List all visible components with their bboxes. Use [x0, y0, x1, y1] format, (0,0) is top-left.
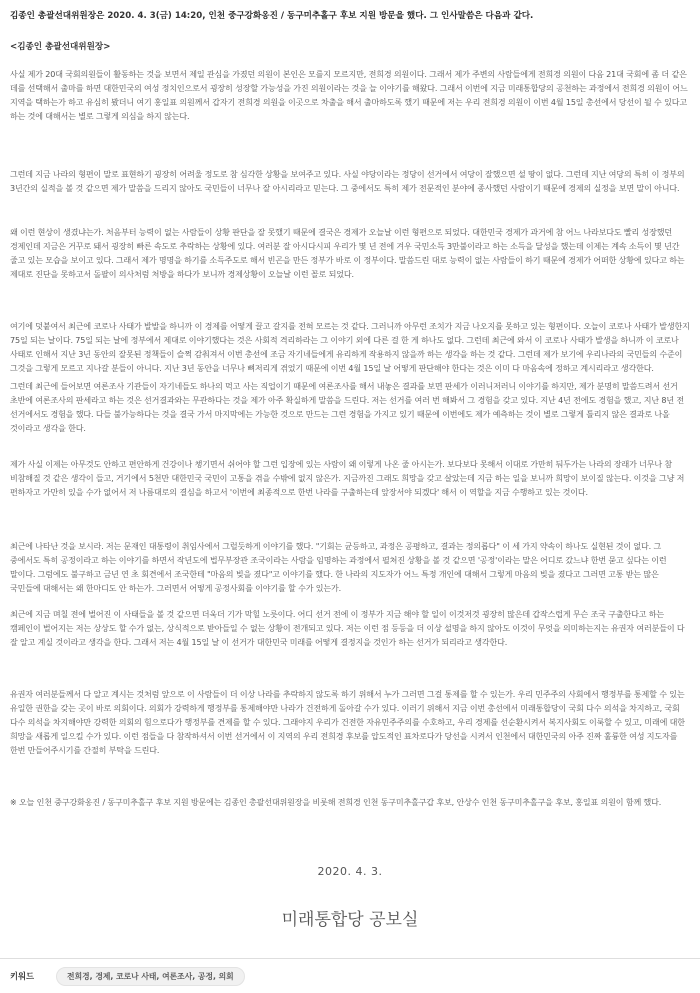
speech-paragraph: 사실 제가 20대 국회의원들이 활동하는 것을 보면서 제일 관심을 가졌던 의원이 본인은 모를지 모르지만, 전희경 의원이다. 그래서 제가 주변의 사람들에게 전희경 의원이 다음 21대 국회에 좀 더 같은 데를 선택해서 출마를 하면 대한민국의 여성 정치인으로서 굉장히 성장할 가능성을 가진 의원이라는 것을 늘 이야기를 해왔다. 그래서 이번에 지금 미래통합당의 공천하는 과정에서 전희경 의원이 어느 지역을 택하는가 하고 유심히 봤더니 여기 홍일표 의원께서 갑자기 전희경 의원을 이곳으로 차출을 해서 출마하도록 했기 때문에 저는 우리 전희경 의원이 이번 4월 15일 총선에서 당선이 될 수 있다고 하는 것에 대해서는 별로 그렇게 의심을 하지 않는다. — [10, 70, 688, 121]
lead-sentence — [10, 10, 690, 22]
issuer-signature: 미래통합당 공보실 — [281, 910, 419, 930]
speaker-heading: <김종인 총괄선대위원장> — [10, 42, 111, 52]
keywords-label: 키워드 — [10, 971, 35, 981]
keywords-tag-pill[interactable]: 전희경, 경제, 코로나 사태, 여론조사, 공정, 의회 — [56, 967, 245, 986]
speech-paragraph: 왜 이런 현상이 생겼냐는가. 처음부터 능력이 없는 사람들이 상황 판단을 잘 못했기 때문에 결국은 경제가 오늘날 이런 형편으로 되었다. 대한민국 경제가 과거에 참 어느 나라보다도 빨리 성장했던 경제인데 지금은 거꾸로 돼서 굉장히 빠른 속도로 추락하는 상황에 있다. 여러분 잘 아시다시피 우리가 몇 년 전에 겨우 국민소득 3만불이라고 하는 소득을 달성을 했는데 이제는 계속 소득이 몇 년간 줄고 있는 모습을 보이고 있다. 그래서 제가 명명을 하기를 소득주도로 해서 빈곤을 만든 정부가 바로 이 정부이다. 말씀드린 대로 능력이 없는 사람들이 하기 때문에 경제가 어떠한 상황에 있다고 하는 제대로 진단을 못하고서 돌팔이 의사처럼 처방을 하다가 보니까 경제상황이 오늘날 이런 꼴로 되었다. — [10, 228, 685, 279]
attendance-note: ※ 오늘 인천 중구강화옹진 / 동구미추홀구 후보 지원 방문에는 김종인 총괄선대위원장을 비롯해 전희경 인천 동구미추홀구갑 후보, 안상수 인천 동구미추홀구을 후보, 홍일표 의원이 함께 했다. — [10, 798, 662, 807]
footer-divider — [0, 958, 700, 959]
speech-paragraph: 여기에 덧붙여서 최근에 코로나 사태가 발발을 하니까 이 경제를 어떻게 끌고 갈지를 전혀 모르는 것 같다. 그러니까 아무런 조치가 지금 나오지를 못하고 있는 형편이다. 오늘이 코로나 사태가 발생한지 75일 되는 날이다. 75일 되는 날에 정부에서 제대로 이야기했다는 것은 사회적 격리하라는 그 이야기 외에 다른 걸 한 게 하나도 없다. 그런데 최근에 와서 이 코로나 사태가 발생을 하니까 이 코로나 사태로 인해서 지난 3년 동안의 잘못된 정책들이 슬쩍 감춰져서 이번 총선에 조금 자기네들에게 유리하게 작용하지 않을까 하는 생각을 하는 것 같다. 그런데 제가 보기에 우리나라의 국민들의 수준이 그것을 그렇게 모르고 지나갈 분들이 아니다. 지난 3년 동안을 너무나 뼈저리게 겪었기 때문에 이번 4월 15일 날 어떻게 판단해야 한다는 것은 이미 다 마음속에 정하고 계시리라고 생각한다. — [10, 322, 690, 373]
lead-datetime: 2020. 4. 3(금) 14:20, — [107, 11, 206, 21]
speech-paragraph: 최근에 지금 며칠 전에 벌어진 이 사태들을 볼 것 같으면 더욱더 기가 막힐 노릇이다. 어디 선거 전에 이 정부가 지금 해야 할 일이 이것저것 굉장히 많은데 갑작스럽게 무슨 조국 구출한다고 하는 캠페인이 벌어지는 저는 상상도 할 수가 없는, 상식적으로 받아들일 수 없는 상황이 전개되고 있다. 저는 이런 점 등등을 더 이상 설명을 하지 않아도 이것이 무엇을 의미하는지는 유권자 여러분들이 다 잘 알고 계실 것이라고 생각을 한다. 그래서 저는 4월 15일 날 이 선거가 대한민국 미래를 어떻게 결정지을 것인가 하는 선거가 되리라고 생각한다. — [10, 610, 685, 647]
lead-rest: 인천 중구강화옹진 / 동구미추홀구 후보 지원 방문을 했다. 그 인사말씀은 다음과 같다. — [208, 11, 534, 21]
release-date: 2020. 4. 3. — [317, 865, 383, 878]
speech-paragraph: 유권자 여러분들께서 다 알고 계시는 것처럼 앞으로 이 사람들이 더 이상 나라를 추락하지 않도록 하기 위해서 누가 그러면 그걸 통제를 할 수 있는가. 우리 민주주의 사회에서 행정부를 통제할 수 있는 유일한 권한을 갖는 곳이 바로 의회이다. 의회가 강력하게 행정부를 통제해야만 나라가 건전하게 돌아갈 수가 있다. 이러기 위해서 지금 이번 총선에서 미래통합당이 국회 다수 의석을 차지하고, 국회 다수 의석을 차지해야만 강력한 의회의 힘으로다가 행정부를 견제를 할 수 있다. 그래야지 우리가 건전한 자유민주주의를 수호하고, 우리 경제를 선순환시켜서 복지사회도 이룩할 수 있고, 미래에 대한 희망을 새롭게 일으킬 수가 있다. 이런 점들을 다 참작하셔서 이번 선거에서 이 지역의 우리 전희경 후보를 압도적인 표차로다가 당선을 시켜서 인천에서 대한민국의 아주 진짜 훌륭한 여성 지도자를 한번 만들어주시기를 간절히 부탁을 드린다. — [10, 690, 685, 755]
lead-speaker: 김종인 총괄선대위원장은 — [10, 11, 105, 21]
speech-paragraph: 제가 사실 이제는 아무것도 안하고 편안하게 건강이나 챙기면서 쉬어야 할 그런 입장에 있는 사람이 왜 이렇게 나온 줄 아시는가. 보다보다 못해서 이대로 가만히 둬두가는 나라의 장래가 너무나 참 비참해질 것 같은 생각이 들고, 거기에서 5천만 대한민국 국민이 고통을 겪을 수밖에 없지 않은가. 지금까진 그래도 희망을 갖고 살았는데 지금 하는 일을 보니까 희망이 보이질 않는다. 이것을 그냥 저 편하자고 가만히 있을 수가 없어서 저 나름대로의 결심을 하고서 '이번에 최종적으로 한번 나라를 구출하는데 앞장서야 되겠다' 해서 이 역할을 지금 수행하고 있는 것이다. — [10, 460, 685, 497]
speech-paragraph: 최근에 나타난 것을 보시라. 저는 문재인 대통령이 취임사에서 그럴듯하게 이야기를 했다. "기회는 균등하고, 과정은 공평하고, 결과는 정의롭다" 이 세 가지 약속이 하나도 실현된 것이 없다. 그 중에서도 특히 공정이라고 하는 이야기를 하면서 작년도에 법무부장관 조국이라는 사람을 임명하는 과정에서 펼쳐진 상황을 볼 것 같으면 '공정'이라는 말은 어디로 갔느냐 한번 묻고 싶다는 이런 말이다. 그럼에도 불구하고 금년 연 초 회견에서 조국한테 "마음의 빚을 졌다"고 이야기를 했다. 한 나라의 지도자가 어느 특정 개인에 대해서 그렇게 마음의 빚을 졌다고 그러면 고통 받는 많은 국민들에 대해서는 왜 한마디도 안 하는가. 그러면서 어떻게 공정사회를 이야기를 할 수가 있는가. — [10, 542, 667, 593]
keywords-bar — [10, 966, 245, 986]
speech-paragraph: 그런데 지금 나라의 형편이 말로 표현하기 굉장히 어려울 정도로 참 심각한 상황을 보여주고 있다. 사실 야당이라는 정당이 선거에서 여당이 잘했으면 설 땅이 없다. 그런데 지난 여당의 특히 이 정부의 3년간의 실적을 볼 것 같으면 제가 말씀을 드리지 않아도 국민들이 너무나 잘 아시리라고 믿는다. 그 중에서도 특히 제가 전문적인 분야에 종사했던 사람이기 때문에 경제의 실정을 보면 말이 아니다. — [10, 170, 685, 193]
speech-paragraph: 그런데 최근에 들어보면 여론조사 기관들이 자기네들도 하나의 먹고 사는 직업이기 때문에 여론조사를 해서 내놓은 결과를 보면 판세가 이러니저러니 이야기를 하지만, 제가 분명히 말씀드려서 선거 초반에 여론조사의 판세라고 하는 것은 선거결과와는 무관하다는 것을 제가 아주 확실하게 말씀을 드린다. 저는 선거를 여러 번 해봐서 그 경험을 갖고 있다. 지난 4년 전에도 경험을 했고, 지난 8년 전 선거에서도 경험을 했다. 다들 불가능하다는 것을 결국 가서 마지막에는 가능한 것으로 만드는 그런 경험을 가지고 있기 때문에 이번에도 제가 예측하는 것이 별로 그렇게 틀리지 않은 결과로 나올 것이라고 생각을 한다. — [10, 382, 684, 433]
